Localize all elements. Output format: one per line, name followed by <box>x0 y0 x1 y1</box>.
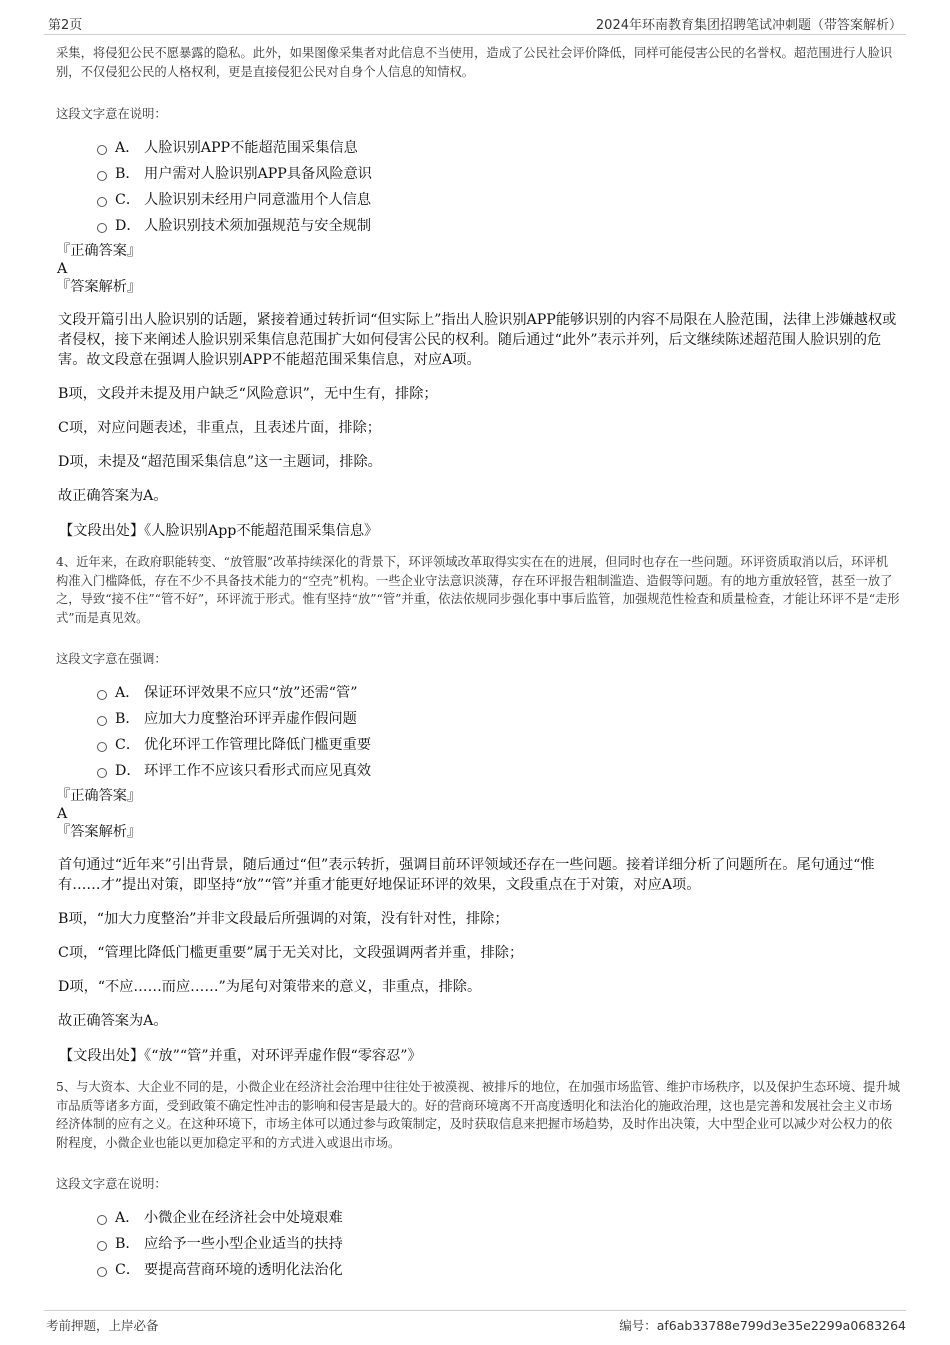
q3-prompt: 这段文字意在说明： <box>56 107 167 121</box>
q4-option-b[interactable]: B． 应加大力度整治环评弄虚作假问题 <box>56 706 900 732</box>
q3-analysis-b: B项，文段并未提及用户缺乏“风险意识”，无中生有，排除； <box>58 386 438 402</box>
q4-conclusion: 故正确答案为A。 <box>58 1013 168 1029</box>
q3-passage: 采集，将侵犯公民不愿暴露的隐私。此外，如果图像采集者对此信息不当使用，造成了公民社会评价降低，同样可能侵害公民的名誉权。超范围进行人脸识别，不仅侵犯公民的人格权利，更是直接侵犯公民对自身个人信息的知情权。 <box>56 46 893 79</box>
q4-option-c[interactable]: C． 优化环评工作管理比降低门槛更重要 <box>56 732 900 758</box>
q3-analysis-label: 『答案解析』 <box>56 279 142 295</box>
document-title: 2024年环南教育集团招聘笔试冲刺题（带答案解析） <box>595 18 902 33</box>
q4-options <box>56 680 900 784</box>
q3-answer: A <box>57 261 68 277</box>
q4-answer-label: 『正确答案』 <box>56 788 142 804</box>
radio-icon[interactable] <box>97 690 107 700</box>
radio-icon[interactable] <box>97 171 107 181</box>
q4-option-d[interactable]: D． 环评工作不应该只看形式而应见真效 <box>56 758 900 784</box>
radio-icon[interactable] <box>97 716 107 726</box>
q4-analysis-b: B项，“加大力度整治”并非文段最后所强调的对策，没有针对性，排除； <box>58 911 509 927</box>
radio-icon[interactable] <box>97 742 107 752</box>
q4-passage: 4、近年来，在政府职能转变、“放管服”改革持续深化的背景下，环评领域改革取得实实在在的进展，但同时也存在一些问题。环评资质取消以后，环评机构准入门槛降低，存在不少不具备技术能力的“空壳”机构。一些企业守法意识淡薄，存在环评报告粗制滥造、造假等问题。有的地方重放轻管，甚至一放了之，导致“接不住”“管不好”，环评流于形式。惟有坚持“放”“管”并重，依法依规同步强化事中事后监管，加强规范性检查和质量检查，才能让环评不是“走形式”而是真见效。 <box>56 555 900 625</box>
q5-option-a[interactable]: A． 小微企业在经济社会中处境艰难 <box>56 1205 900 1231</box>
radio-icon[interactable] <box>97 1241 107 1251</box>
q4-prompt: 这段文字意在强调： <box>56 652 167 666</box>
q3-analysis-d: D项，未提及“超范围采集信息”这一主题词，排除。 <box>58 454 382 470</box>
page-number: 第2页 <box>48 18 83 33</box>
q3-answer-label: 『正确答案』 <box>56 243 142 259</box>
q3-analysis-c: C项，对应问题表述，非重点，且表述片面，排除； <box>58 420 381 436</box>
q5-option-b[interactable]: B． 应给予一些小型企业适当的扶持 <box>56 1231 900 1257</box>
radio-icon[interactable] <box>97 197 107 207</box>
q3-option-a[interactable]: A． 人脸识别APP不能超范围采集信息 <box>56 135 900 161</box>
q4-source: 【文段出处】《“放”“管”并重，对环评弄虚作假“零容忍”》 <box>59 1048 422 1064</box>
document-code: 编号：af6ab33788e799d3e35e2299a0683264 <box>619 1318 906 1333</box>
q5-passage: 5、与大资本、大企业不同的是，小微企业在经济社会治理中往往处于被漠视、被排斥的地位，在加强市场监管、维护市场秩序，以及保护生态环境、提升城市品质等诸多方面，受到政策不确定性冲击的影响和侵害是最大的。好的营商环境离不开高度透明化和法治化的施政治理，这也是完善和发展社会主义市场经济体制的应有之义。在这种环境下，市场主体可以通过参与政策制定，及时获取信息来把握市场趋势，及时作出决策，大中型企业可以减少对公权力的依附程度，小微企业也能以更加稳定平和的方式进入或退出市场。 <box>56 1080 901 1150</box>
page-content <box>56 44 900 1283</box>
q5-options <box>56 1205 900 1283</box>
q4-analysis-label: 『答案解析』 <box>56 824 142 840</box>
q3-option-d[interactable]: D． 人脸识别技术须加强规范与安全规制 <box>56 213 900 239</box>
page-footer <box>44 1310 906 1337</box>
q4-analysis-c: C项，“管理比降低门槛更重要”属于无关对比，文段强调两者并重，排除； <box>58 945 524 961</box>
q3-source: 【文段出处】《人脸识别App不能超范围采集信息》 <box>59 523 379 539</box>
q4-analysis-main: 首句通过“近年来”引出背景，随后通过“但”表示转折，强调目前环评领域还存在一些问题。接着详细分析了问题所在。尾句通过“惟有……才”提出对策，即坚持“放”“管”并重才能更好地保证环评的效果，文段重点在于对策，对应A项。 <box>58 857 875 893</box>
q4-analysis-d: D项，“不应……而应……”为尾句对策带来的意义，非重点，排除。 <box>58 979 482 995</box>
q4-answer: A <box>57 806 68 822</box>
radio-icon[interactable] <box>97 1215 107 1225</box>
q5-option-c[interactable]: C． 要提高营商环境的透明化法治化 <box>56 1257 900 1283</box>
q3-analysis-main: 文段开篇引出人脸识别的话题，紧接着通过转折词“但实际上”指出人脸识别APP能够识别的内容不局限在人脸范围，法律上涉嫌越权或者侵权，接下来阐述人脸识别采集信息范围扩大如何侵害公民的权利。随后通过“此外”表示并列，后文继续陈述超范围人脸识别的危害。故文段意在强调人脸识别APP不能超范围采集信息，对应A项。 <box>58 312 897 368</box>
q4-option-a[interactable]: A． 保证环评效果不应只“放”还需“管” <box>56 680 900 706</box>
q3-conclusion: 故正确答案为A。 <box>58 488 168 504</box>
q3-options <box>56 135 900 239</box>
radio-icon[interactable] <box>97 1267 107 1277</box>
radio-icon[interactable] <box>97 145 107 155</box>
radio-icon[interactable] <box>97 223 107 233</box>
radio-icon[interactable] <box>97 768 107 778</box>
q3-option-c[interactable]: C． 人脸识别未经用户同意滥用个人信息 <box>56 187 900 213</box>
footer-slogan: 考前押题，上岸必备 <box>46 1318 159 1333</box>
q3-option-b[interactable]: B． 用户需对人脸识别APP具备风险意识 <box>56 161 900 187</box>
q5-prompt: 这段文字意在说明： <box>56 1177 167 1191</box>
page-header <box>44 12 906 35</box>
